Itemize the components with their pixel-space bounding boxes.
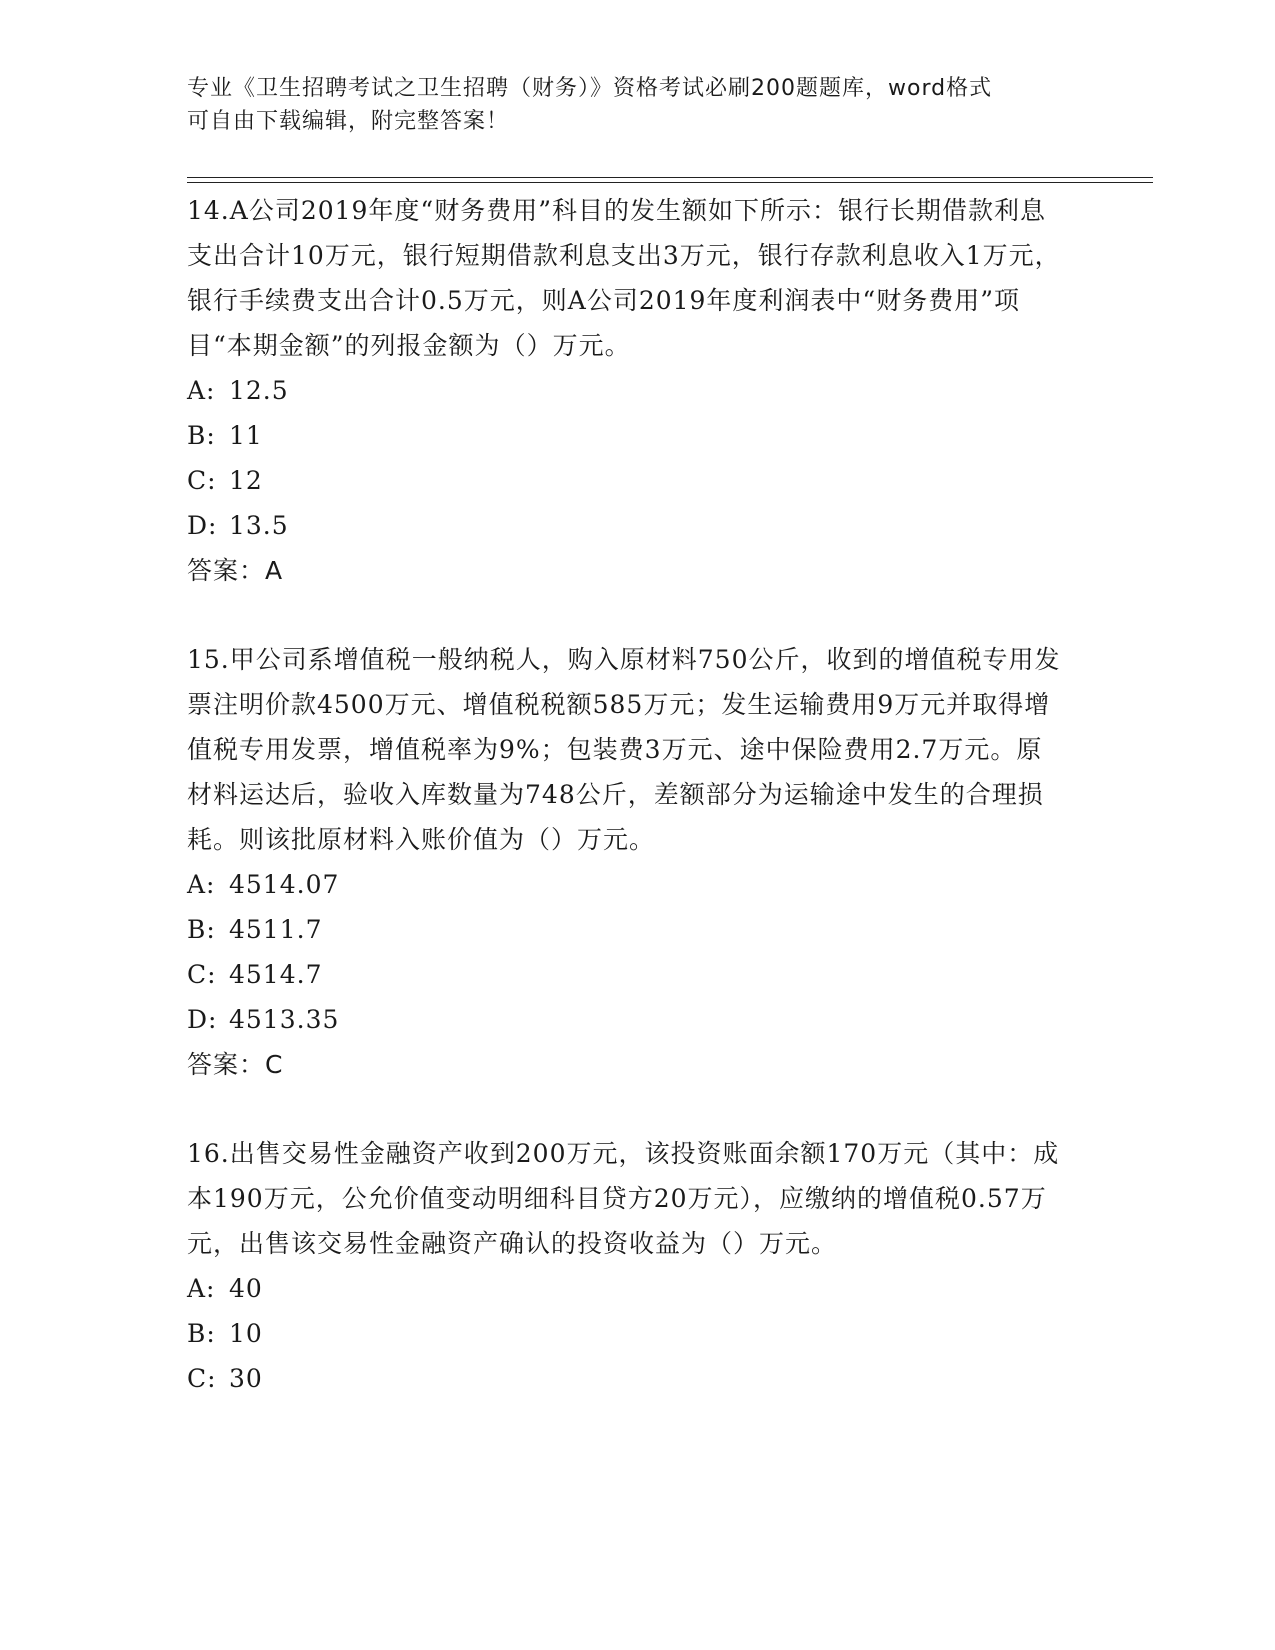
header-line-2: 可自由下载编辑，附完整答案！ — [187, 109, 510, 134]
option-c: C: 30 — [187, 1364, 263, 1393]
question-16 — [187, 1131, 1067, 1401]
question-14 — [187, 188, 1067, 593]
option-b: B: 10 — [187, 1319, 263, 1348]
option-d: D: 4513.35 — [187, 1005, 340, 1034]
option-a: A: 4514.07 — [187, 870, 340, 899]
option-a: A: 12.5 — [187, 376, 289, 405]
option-d: D: 13.5 — [187, 511, 289, 540]
answer-text: 答案：C — [187, 1050, 284, 1079]
answer-text: 答案：A — [187, 556, 284, 585]
question-text: 14.A公司2019年度“财务费用”科目的发生额如下所示：银行长期借款利息支出合计10万元，银行短期借款利息支出3万元，银行存款利息收入1万元，银行手续费支出合计0.5万元，则A公司2019年度利润表中“财务费用”项目“本期金额”的列报金额为（）万元。 — [187, 196, 1061, 360]
question-list — [187, 188, 1067, 1445]
option-a: A: 40 — [187, 1274, 263, 1303]
option-c: C: 4514.7 — [187, 960, 323, 989]
question-15 — [187, 637, 1067, 1087]
option-b: B: 4511.7 — [187, 915, 323, 944]
option-b: B: 11 — [187, 421, 263, 450]
question-text: 16.出售交易性金融资产收到200万元，该投资账面余额170万元（其中：成本190万元，公允价值变动明细科目贷方20万元），应缴纳的增值税0.57万元，出售该交易性金融资产确认的投资收益为（）万元。 — [187, 1139, 1060, 1258]
header-divider-top — [187, 177, 1153, 178]
header-line-1: 专业《卫生招聘考试之卫生招聘（财务）》资格考试必刷200题题库，word格式 — [187, 76, 993, 101]
question-text: 15.甲公司系增值税一般纳税人，购入原材料750公斤，收到的增值税专用发票注明价款4500万元、增值税税额585万元；发生运输费用9万元并取得增值税专用发票，增值税率为9%；包装费3万元、途中保险费用2.7万元。原材料运达后，验收入库数量为748公斤，差额部分为运输途中发生的合理损耗。则该批原材料入账价值为（）万元。 — [187, 645, 1061, 854]
option-c: C: 12 — [187, 466, 263, 495]
header-divider-bottom — [187, 182, 1153, 183]
document-header — [187, 72, 1067, 138]
